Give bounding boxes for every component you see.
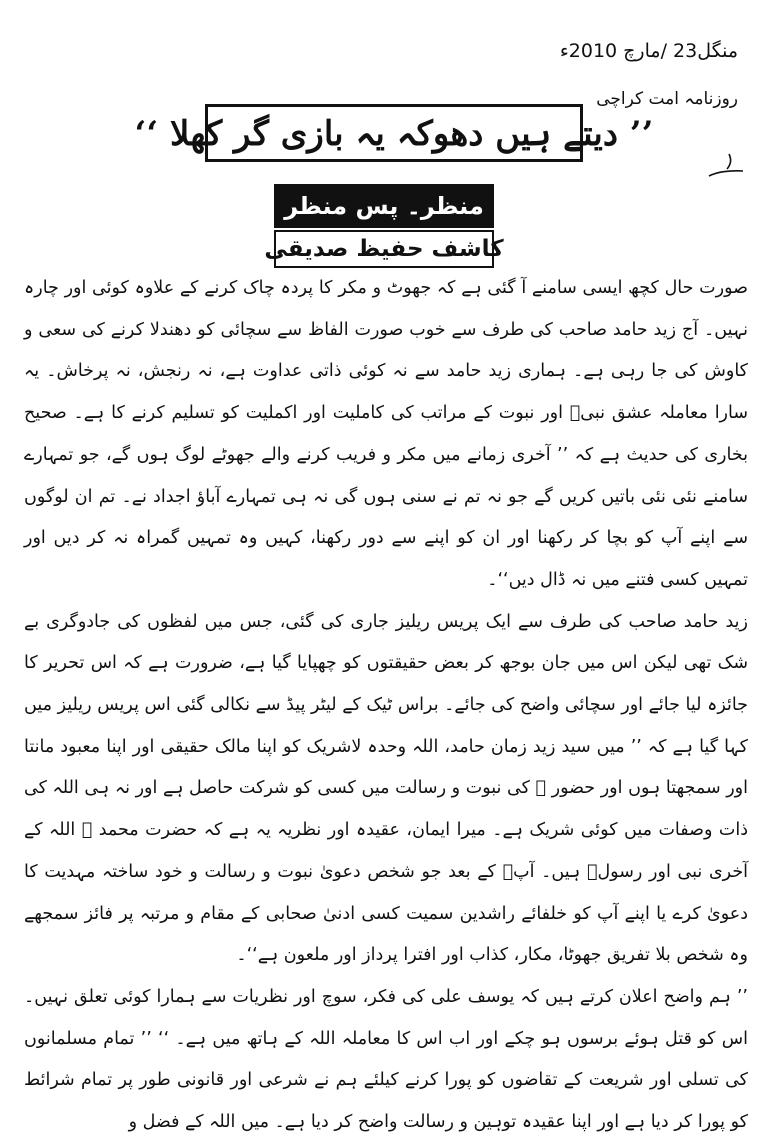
column-author: کاشف حفیظ صدیقی <box>274 230 494 268</box>
article-body <box>24 268 748 1133</box>
column-title: منظر۔ پس منظر <box>274 184 494 228</box>
article-paragraph: زید حامد صاحب کی طرف سے ایک پریس ریلیز جاری کی گئی، جس میں لفظوں کی جادوگری بے شک تھی لیکن اس میں جان بوجھ کر بعض حقیقتوں کو چھپایا گیا ہے، ضرورت ہے کہ اس تحریر کا جائزہ لیا جائے اور سچائی واضح کی جائے۔ براس ٹیک کے لیٹر پیڈ سے نکالی گئی اس پریس ریلیز میں کہا گیا ہے کہ ’’ میں سید زید زمان حامد، اللہ وحدہ لاشریک کو اپنا مالک حقیقی اور اپنا معبود مانتا اور سمجھتا ہوں اور حضور ﷺ کی نبوت و رسالت میں کسی کو شرکت حاصل ہے اور نہ ہی اللہ کی ذات وصفات میں کوئی شریک ہے۔ میرا ایمان، عقیدہ اور نظریہ یہ ہے کہ حضرت محمد ﷺ اللہ کے آخری نبی اور رسولؐ ہیں۔ آپؐ کے بعد جو شخص دعویٰ نبوت و رسالت و خود ساختہ مہدیت کا دعویٰ کرے یا اپنے آپ کو خلفائے راشدین سمیت کسی ادنیٰ صحابی کے مقام و مرتبہ پر فائز سمجھے وہ شخص بلا تفریق جھوٹا، مکار، کذاب اور افترا پرداز اور ملعون ہے‘‘۔ <box>24 611 748 966</box>
column-masthead <box>264 184 504 268</box>
article-paragraph: صورت حال کچھ ایسی سامنے آ گئی ہے کہ جھوٹ و مکر کا پردہ چاک کرنے کے علاوہ کوئی اور چارہ نہیں۔ آج زید حامد صاحب کی طرف سے خوب صورت الفاظ سے سچائی کو دھندلا کرنے کی سعی و کاوش کی جا رہی ہے۔ ہماری زید حامد سے نہ کوئی ذاتی عداوت ہے، نہ رنجش، نہ پرخاش۔ یہ سارا معاملہ عشق نبیؐ اور نبوت کے مراتب کی کاملیت اور اکملیت کو تسلیم کرنے کا ہے۔ صحیح بخاری کی حدیث ہے کہ ’’ آخری زمانے میں مکر و فریب کرنے والے جھوٹے لوگ ہوں گے، جو تمہارے سامنے نئی نئی باتیں کریں گے جو نہ تم نے سنی ہوں گی نہ ہی تمہارے آباؤ اجداد نے۔ تم ان لوگوں سے اپنے آپ کو بچا کر رکھنا اور ان کو اپنے سے دور رکھنا، کہیں وہ تمہیں گمراہ نہ کر دیں اور تمہیں کسی فتنے میں نہ ڈال دیں‘‘۔ <box>24 278 748 590</box>
article-paragraph: ’’ ہم واضح اعلان کرتے ہیں کہ یوسف علی کی فکر، سوچ اور نظریات سے ہمارا کوئی تعلق نہیں۔ اس کو قتل ہوئے برسوں ہو چکے اور اب اس کا معاملہ اللہ کے ہاتھ میں ہے۔ ‘‘ ’’ تمام مسلمانوں کی تسلی اور شریعت کے تقاضوں کو پورا کرنے کیلئے ہم نے شرعی اور قانونی طور پر تمام شرائط کو پورا کر دیا ہے اور اپنا عقیدہ توہین و رسالت واضح کر دیا ہے۔ میں اللہ کے فضل و <box>24 986 748 1133</box>
newspaper-name: روزنامہ امت کراچی <box>596 89 738 109</box>
article-headline: ’’ دیتے ہیں دھوکہ یہ بازی گر کھلا ‘‘ <box>205 104 583 162</box>
publication-date: منگل23 /مارچ 2010ء <box>559 40 738 62</box>
handwritten-mark-icon <box>707 150 747 180</box>
